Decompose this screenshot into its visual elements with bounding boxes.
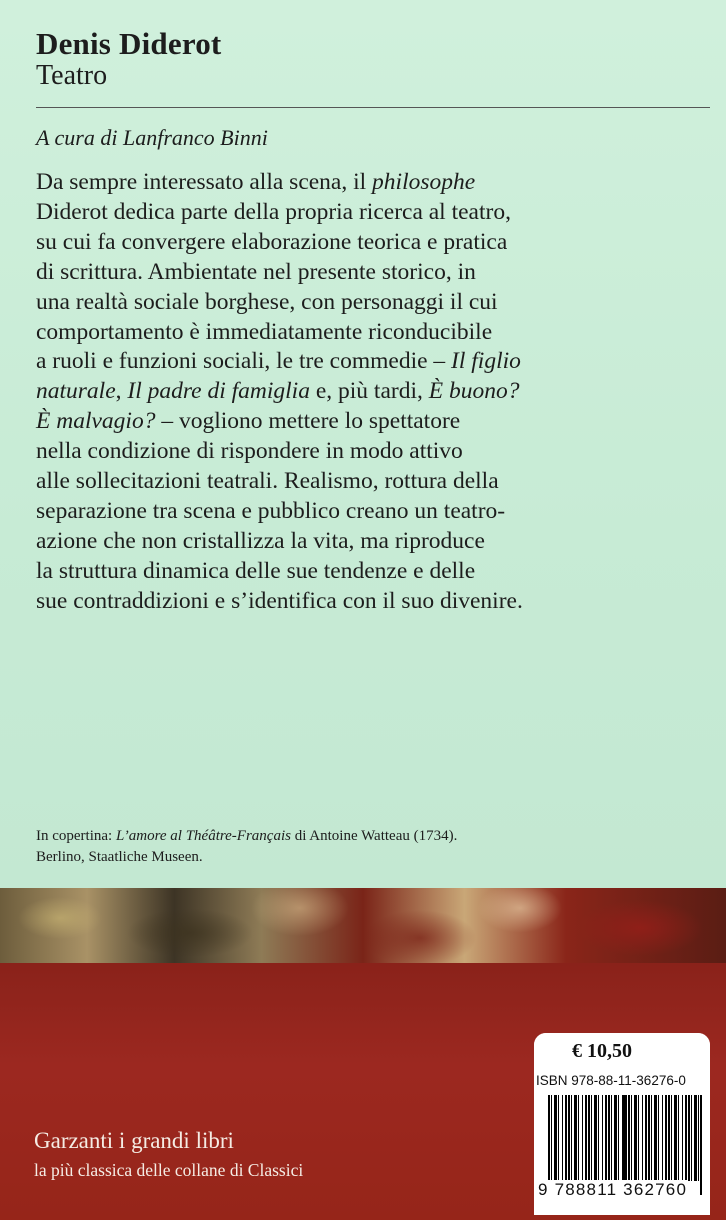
blurb-text-run: la struttura dinamica delle sue tendenze e delle — [36, 557, 476, 584]
blurb-text-run: alle sollecitazioni teatrali. Realismo, rottura della — [36, 468, 499, 495]
blurb-line — [36, 497, 676, 527]
series-tagline: la più classica delle collane di Classici — [34, 1160, 304, 1180]
blurb-line — [36, 288, 676, 318]
blurb-text-run: una realtà sociale borghese, con personaggi il cui — [36, 288, 498, 315]
blurb-line — [36, 318, 676, 348]
blurb-text-run: e, più tardi, — [309, 378, 429, 405]
blurb-text-run: sue contraddizioni e s’identifica con il suo divenire. — [36, 587, 523, 614]
barcode-digits: 9 788811 362760 — [538, 1180, 688, 1199]
blurb-italic-run: Il padre di famiglia — [127, 378, 310, 405]
blurb-line — [36, 527, 676, 557]
blurb-line — [36, 377, 676, 407]
author-name: Denis Diderot — [36, 26, 222, 61]
cover-credit-line-1: In copertina: L’amore al Théâtre-Français di Antoine Watteau (1734). — [36, 828, 458, 844]
blurb-italic-run: È malvagio? — [36, 408, 156, 435]
blurb-italic-run: Il figlio — [451, 348, 521, 375]
blurb-italic-run: naturale — [36, 378, 116, 405]
blurb-line — [36, 168, 676, 198]
blurb-text-run: nella condizione di rispondere in modo attivo — [36, 438, 463, 465]
blurb-text-run: di scrittura. Ambientate nel presente storico, in — [36, 258, 476, 285]
blurb-line — [36, 228, 676, 258]
blurb-text-run: azione che non cristallizza la vita, ma riproduce — [36, 527, 485, 554]
painting-strip — [0, 888, 726, 963]
blurb-line — [36, 407, 676, 437]
blurb-line — [36, 587, 676, 617]
blurb-text-run: , — [115, 378, 128, 405]
price-tag: € 10,50 — [572, 1040, 632, 1062]
blurb-text-run: a ruoli e funzioni sociali, le tre commedie – — [36, 348, 452, 375]
blurb-text-run: Da sempre interessato alla scena, il — [36, 169, 373, 195]
blurb-text-run: su cui fa convergere elaborazione teorica e pratica — [36, 228, 508, 255]
blurb-text-run: Diderot dedica parte della propria ricerca al teatro, — [36, 198, 511, 225]
cover-credit-line-2: Berlino, Staatliche Museen. — [36, 849, 203, 865]
blurb-line — [36, 347, 676, 377]
blurb-line — [36, 467, 676, 497]
blurb-italic-run: philosophe — [372, 169, 476, 195]
blurb-line — [36, 437, 676, 467]
barcode-bars — [548, 1095, 702, 1181]
blurb-line — [36, 557, 676, 587]
book-title: Teatro — [36, 60, 108, 91]
blurb-italic-run: È buono? — [428, 378, 520, 405]
title-divider — [36, 107, 710, 108]
blurb-text — [36, 168, 676, 617]
barcode-guard-right — [700, 1095, 702, 1195]
publisher-name: Garzanti i grandi libri — [34, 1128, 234, 1153]
blurb-text-run: comportamento è immediatamente riconducibile — [36, 318, 493, 345]
editor-credit: A cura di Lanfranco Binni — [36, 125, 268, 150]
blurb-text-run: separazione tra scena e pubblico creano un teatro- — [36, 497, 506, 524]
blurb-line — [36, 198, 676, 228]
painting-title: L’amore al Théâtre-Français — [115, 828, 291, 844]
isbn-number: ISBN 978-88-11-36276-0 — [536, 1073, 686, 1088]
blurb-line — [36, 258, 676, 288]
cover-credit — [36, 826, 457, 868]
blurb-text-run: – vogliono mettere lo spettatore — [155, 408, 461, 435]
